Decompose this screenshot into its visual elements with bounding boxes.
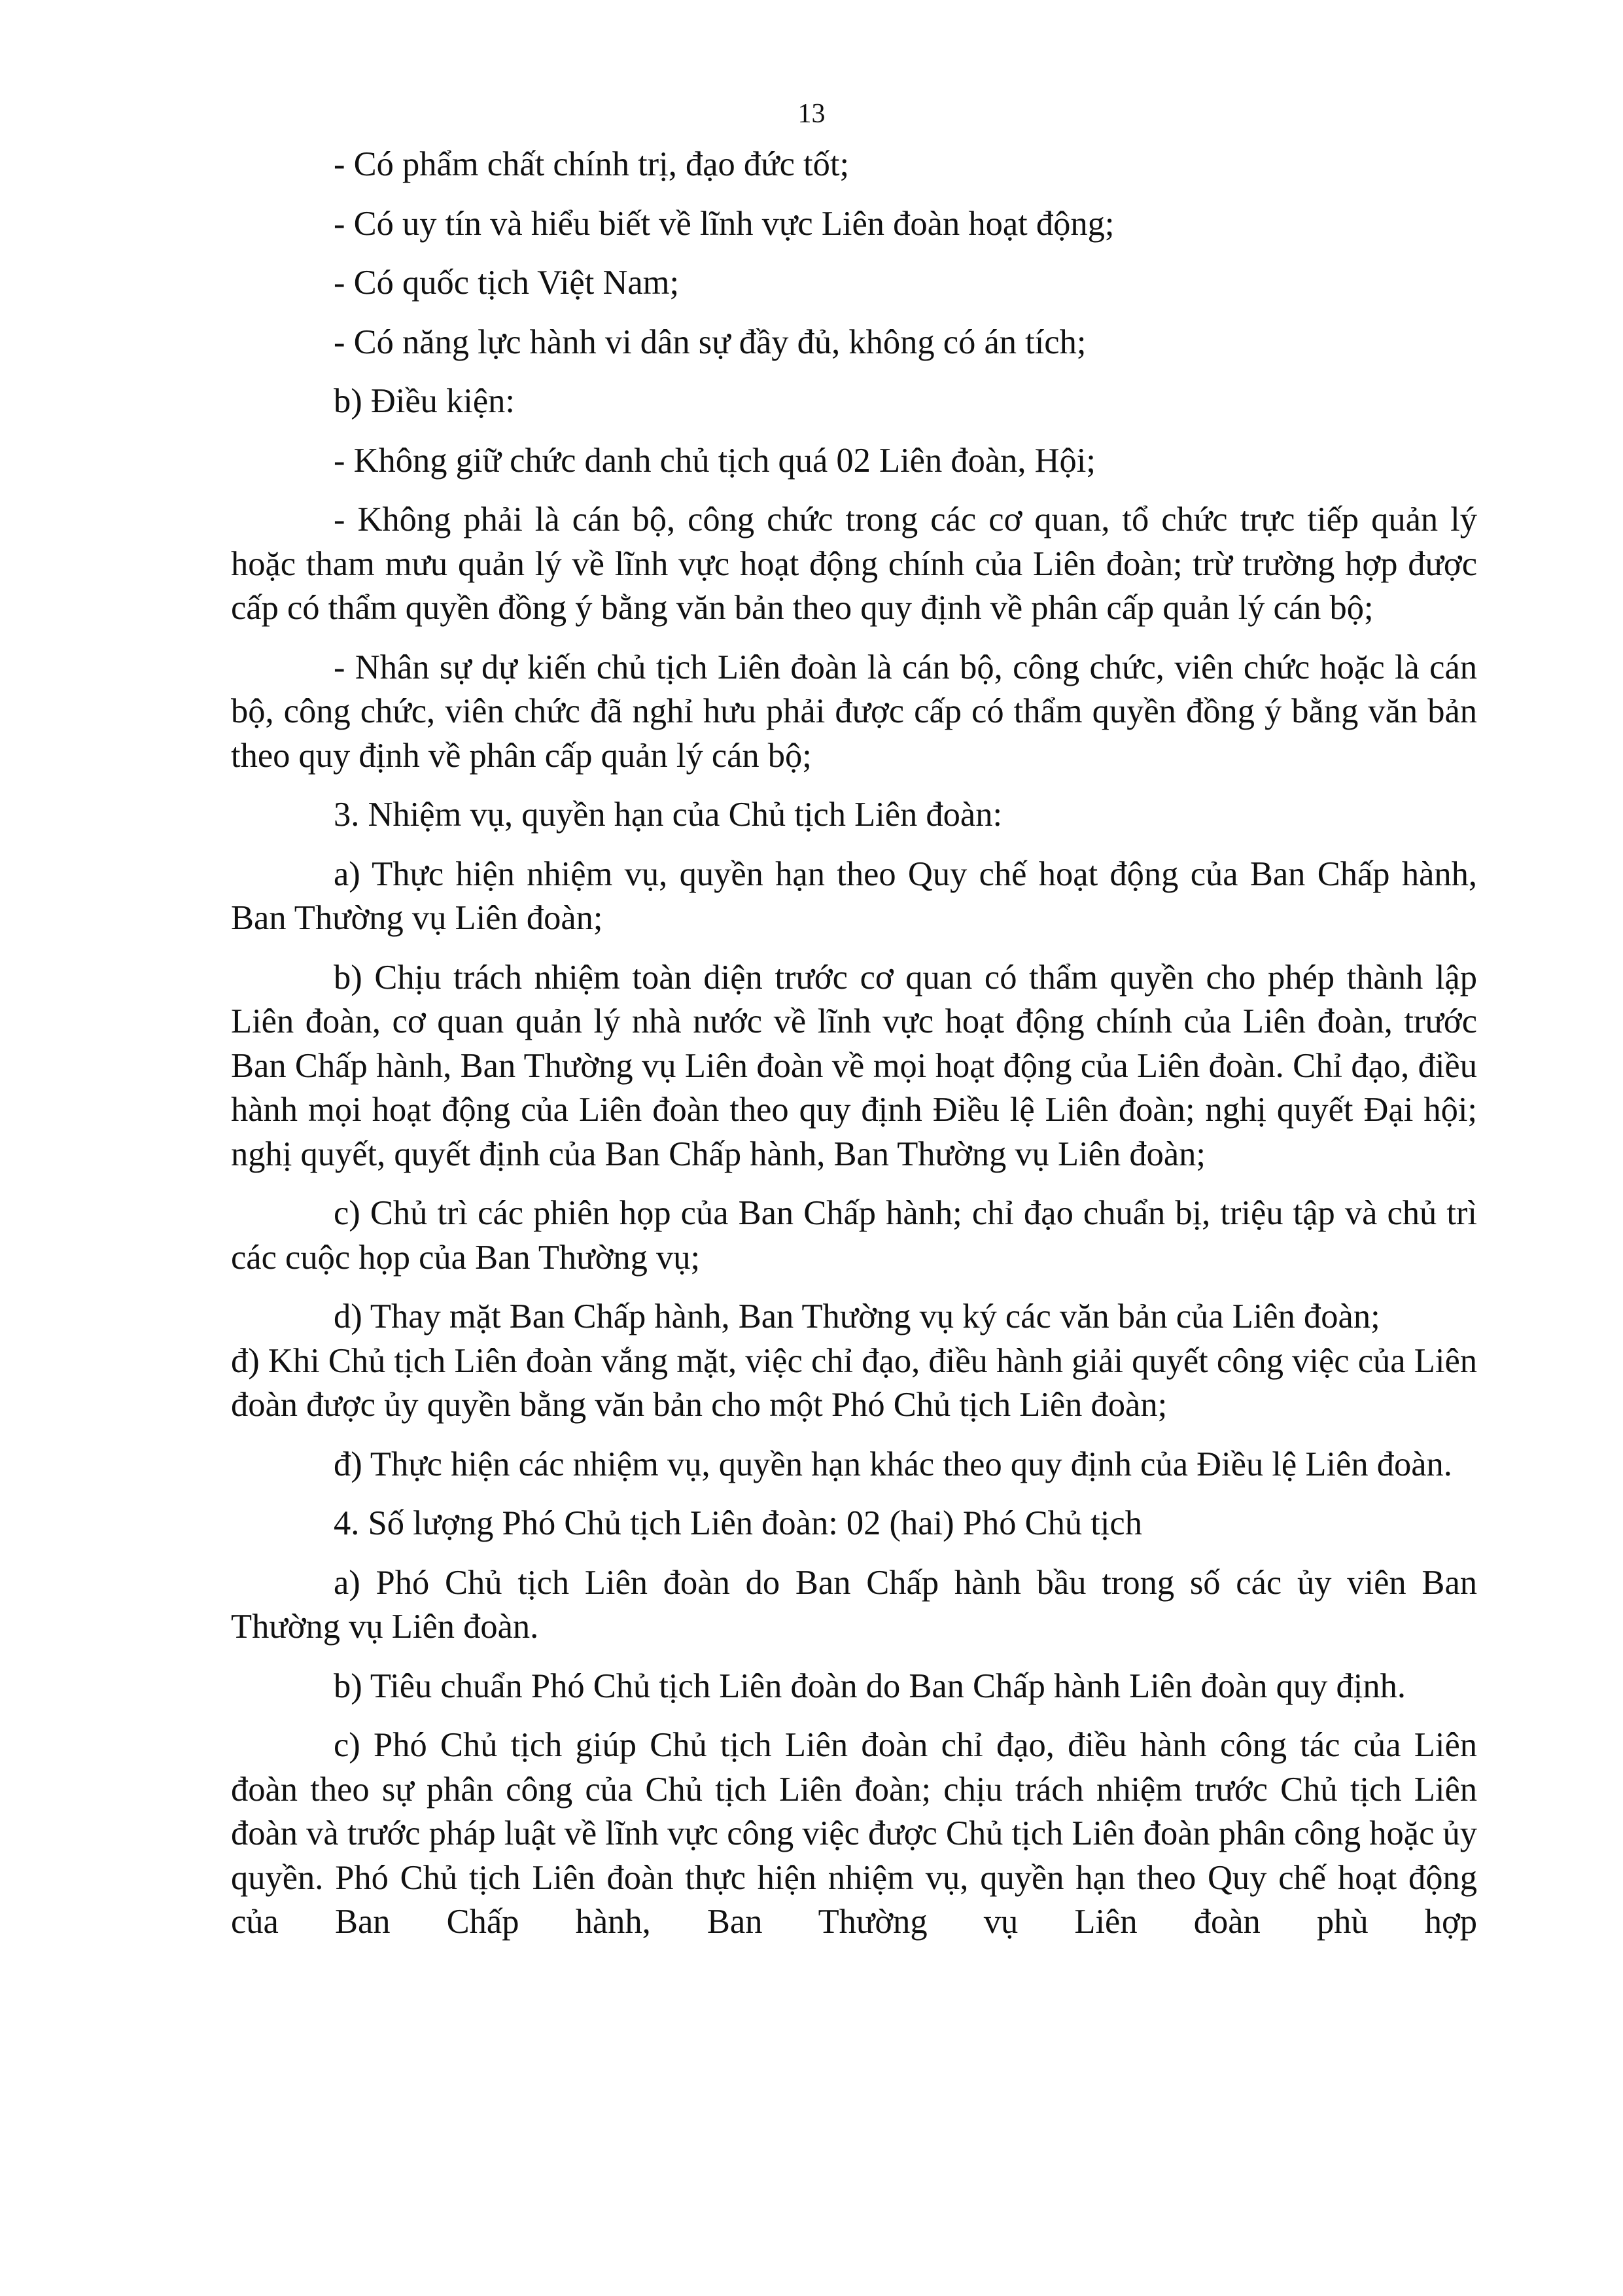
section-3-heading: 3. Nhiệm vụ, quyền hạn của Chủ tịch Liên đoàn: [334, 796, 1003, 834]
criterion-reputation: - Có uy tín và hiểu biết về lĩnh vực Liên đoàn hoạt động; [334, 204, 1115, 243]
duty-dd-absence: đ) Khi Chủ tịch Liên đoàn vắng mặt, việc chỉ đạo, điều hành giải quyết công việc của Liên đoàn được ủy quyền bằng văn bản cho một Phó Chủ tịch Liên đoàn; [231, 1341, 1477, 1424]
document-body [231, 143, 1477, 1960]
condition-max-chair-roles: - Không giữ chức danh chủ tịch quá 02 Liên đoàn, Hội; [334, 441, 1096, 480]
criterion-political-quality: - Có phẩm chất chính trị, đạo đức tốt; [334, 145, 850, 183]
vice-chair-a: a) Phó Chủ tịch Liên đoàn do Ban Chấp hành bầu trong số các ủy viên Ban Thường vụ Liên đoàn. [231, 1563, 1477, 1646]
condition-not-official: - Không phải là cán bộ, công chức trong các cơ quan, tổ chức trực tiếp quản lý hoặc tham mưu quản lý về lĩnh vực hoạt động chính của Liên đoàn; trừ trường hợp được cấp có thẩm quyền đồng ý bằng văn bản theo quy định về phân cấp quản lý cán bộ; [231, 501, 1477, 627]
criterion-nationality: - Có quốc tịch Việt Nam; [334, 264, 680, 302]
vice-chair-b: b) Tiêu chuẩn Phó Chủ tịch Liên đoàn do Ban Chấp hành Liên đoàn quy định. [334, 1667, 1406, 1705]
criterion-civil-capacity: - Có năng lực hành vi dân sự đầy đủ, không có án tích; [334, 323, 1087, 361]
conditions-heading: b) Điều kiện: [334, 382, 515, 420]
vice-chair-c: c) Phó Chủ tịch giúp Chủ tịch Liên đoàn chỉ đạo, điều hành công tác của Liên đoàn theo sự phân công của Chủ tịch Liên đoàn; chịu trách nhiệm trước Chủ tịch Liên đoàn và trước pháp luật về lĩnh vực công việc được Chủ tịch Liên đoàn phân công hoặc ủy quyền. Phó Chủ tịch Liên đoàn thực hiện nhiệm vụ, quyền hạn theo Quy chế hoạt động của Ban Chấp hành, Ban Thường vụ Liên đoàn phù hợp [231, 1726, 1477, 1941]
duty-c: c) Chủ trì các phiên họp của Ban Chấp hành; chỉ đạo chuẩn bị, triệu tập và chủ trì các cuộc họp của Ban Thường vụ; [231, 1194, 1477, 1277]
duty-d: d) Thay mặt Ban Chấp hành, Ban Thường vụ ký các văn bản của Liên đoàn; [334, 1298, 1380, 1335]
section-4-heading: 4. Số lượng Phó Chủ tịch Liên đoàn: 02 (hai) Phó Chủ tịch [334, 1504, 1142, 1542]
page-number: 13 [797, 99, 826, 129]
duty-b: b) Chịu trách nhiệm toàn diện trước cơ quan có thẩm quyền cho phép thành lập Liên đoàn, cơ quan quản lý nhà nước về lĩnh vực hoạt động chính của Liên đoàn, trước Ban Chấp hành, Ban Thường vụ Liên đoàn về mọi hoạt động của Liên đoàn. Chỉ đạo, điều hành mọi hoạt động của Liên đoàn theo quy định Điều lệ Liên đoàn; nghị quyết Đại hội; nghị quyết, quyết định của Ban Chấp hành, Ban Thường vụ Liên đoàn; [231, 958, 1477, 1173]
duty-dd-other: đ) Thực hiện các nhiệm vụ, quyền hạn khác theo quy định của Điều lệ Liên đoàn. [334, 1445, 1452, 1483]
condition-retired-official: - Nhân sự dự kiến chủ tịch Liên đoàn là cán bộ, công chức, viên chức hoặc là cán bộ, công chức, viên chức đã nghỉ hưu phải được cấp có thẩm quyền đồng ý bằng văn bản theo quy định về phân cấp quản lý cán bộ; [231, 648, 1477, 775]
duty-a: a) Thực hiện nhiệm vụ, quyền hạn theo Quy chế hoạt động của Ban Chấp hành, Ban Thường vụ Liên đoàn; [231, 855, 1477, 937]
